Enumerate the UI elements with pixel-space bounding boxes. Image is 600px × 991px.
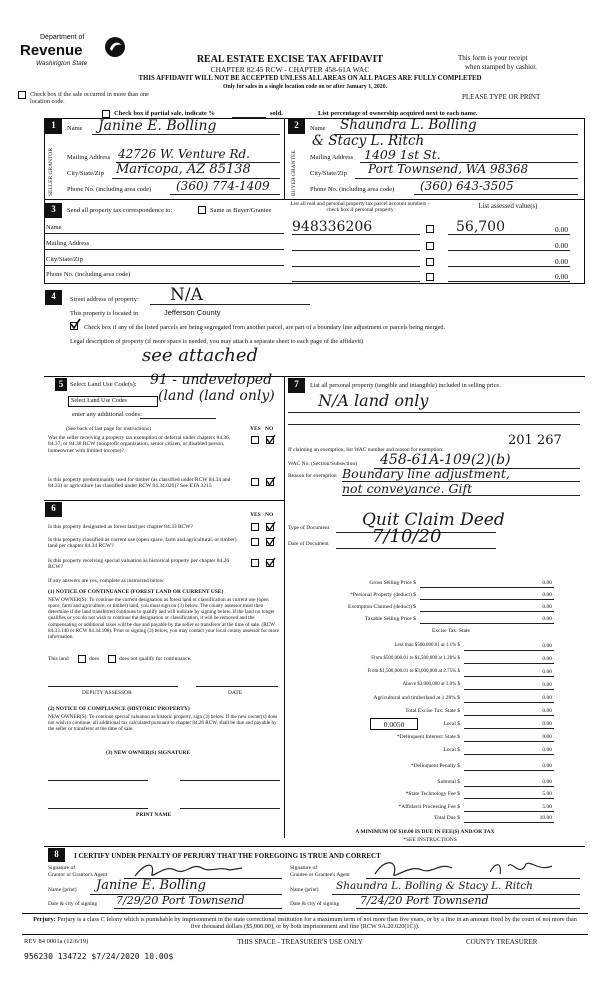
sec5-q2: Is this property predominantly used for timber (as classified under RCW 84.34 and 84.33) or agriculture (as classified under RCW 84.34.020)? See ETA 3215 bbox=[48, 477, 231, 490]
receipt-line2: when stamped by cashier. bbox=[465, 63, 537, 71]
corr-mail-label: Mailing Address bbox=[46, 240, 90, 247]
parcel-3-personal-checkbox[interactable] bbox=[426, 258, 434, 266]
same-as-buyer-checkbox[interactable] bbox=[198, 206, 206, 214]
receipt-line1: This form is your receipt bbox=[458, 54, 528, 62]
logo bbox=[20, 34, 140, 72]
grantee-name-print[interactable]: Shaundra L. Bolling & Stacy L. Ritch bbox=[336, 880, 533, 892]
sec5-q1: Was the seller receiving a property tax exemption or deferral under chapters 84.36, 84.37, or 84.38 RCW (nonprofit organization, senior citizen, or disabled person, homeowner with limited income)? bbox=[48, 435, 231, 454]
agri-value: 0.00 bbox=[542, 695, 552, 701]
wac-label: WAC No. (Section/Subsection) bbox=[288, 461, 357, 467]
print-name-label: PRINT NAME bbox=[136, 812, 172, 818]
section-3-badge: 3 bbox=[45, 203, 62, 218]
grantee-sig-label-2: Grantee or Grantee's Agent bbox=[290, 872, 350, 878]
total-due-label: Total Due $ bbox=[434, 815, 460, 821]
assessed-1-handwritten[interactable]: 56,700 bbox=[456, 219, 505, 235]
parcel-1-field[interactable]: 948336206 bbox=[292, 219, 373, 235]
single-loc-line: Only for sales in a single location code on or after January 1, 2020. bbox=[222, 84, 388, 90]
county-treasurer: COUNTY TREASURER bbox=[466, 938, 538, 946]
assessed-2-value: 0.00 bbox=[554, 241, 568, 250]
does-not-qualify-checkbox[interactable] bbox=[108, 655, 116, 663]
land-use-select-label: Select Land Use Codes bbox=[71, 398, 127, 404]
notice-1-text: NEW OWNER(S): To continue the current designation as forest land or classification as current use (open space, farm and agriculture, or timber) land, you must sign on (3) below. The county assessor must then determine if the land transferred continues to qualify and will indicate by signing below. If the land no longer qualifies or you do not wish to continue the designation or classification, it will be removed and the compensating or additional taxes will be due and payable by the seller or transferor at the time of sale. (RCW 84.33.140 or RCW 84.34.108). Prior to signing (3) below, you may contact your local county assessor for more information. bbox=[48, 597, 280, 640]
corr-name-label: Name bbox=[46, 224, 62, 231]
buyer-city-field[interactable]: Port Townsend, WA 98368 bbox=[368, 162, 529, 176]
buyer-name-field[interactable]: Shaundra L. Bolling bbox=[340, 117, 477, 133]
assessed-1-value: 0.00 bbox=[554, 225, 568, 234]
seller-name-label: Name bbox=[67, 125, 83, 132]
seller-phone-field[interactable]: (360) 774-1409 bbox=[176, 179, 270, 193]
additional-codes-label: enter any additional codes: bbox=[72, 411, 142, 418]
personal-property-field[interactable]: N/A land only bbox=[318, 391, 429, 410]
chapter-line: CHAPTER 82.45 RCW - CHAPTER 458-61A WAC bbox=[210, 65, 370, 74]
sold-label: sold. bbox=[270, 110, 283, 117]
section-5-badge: 5 bbox=[55, 378, 67, 391]
section-7-badge: 7 bbox=[288, 378, 305, 393]
street-address-field[interactable]: N/A bbox=[170, 285, 203, 305]
reason-field-2[interactable]: not conveyance. Gift bbox=[342, 481, 473, 496]
sec6-q3: Is this property receiving special valuation as historical property per chapter 84.26 RCW? bbox=[48, 558, 230, 571]
dept-label: Department of bbox=[40, 34, 85, 41]
minimum-note: A MINIMUM OF $10.00 IS DUE IN FEE(S) AND/OR TAX bbox=[355, 829, 495, 835]
doc-type-label: Type of Document bbox=[288, 525, 330, 531]
parcel-1-personal-checkbox[interactable] bbox=[426, 225, 434, 233]
subtotal-value: 0.00 bbox=[542, 779, 552, 785]
certify-statement: I CERTIFY UNDER PENALTY OF PERJURY THAT THE FOREGOING IS TRUE AND CORRECT bbox=[74, 852, 381, 860]
gross-price-label: Gross Selling Price $ bbox=[369, 580, 416, 586]
exemption-deduct-value: 0.00 bbox=[542, 604, 552, 610]
section-2-badge: 2 bbox=[288, 119, 305, 134]
revenue-wordmark: Revenue bbox=[20, 42, 83, 59]
grantor-name-label: Name (print) bbox=[48, 887, 77, 893]
grantee-date-label: Date & city of signing bbox=[290, 901, 340, 907]
corr-city-label: City/State/Zip bbox=[46, 256, 83, 263]
sec5-q1-yes[interactable] bbox=[251, 436, 259, 444]
buyer-phone-field[interactable]: (360) 643-3505 bbox=[420, 179, 514, 193]
delinq-state-value: 0.00 bbox=[542, 734, 552, 740]
doc-type-field[interactable]: Quit Claim Deed bbox=[362, 510, 505, 530]
partial-sale-checkbox[interactable] bbox=[102, 110, 110, 118]
multi-location-checkbox[interactable] bbox=[18, 91, 26, 99]
reason-label: Reason for exemption bbox=[288, 473, 337, 479]
delinq-local-value: 0.00 bbox=[542, 747, 552, 753]
assessed-header: List assessed value(s) bbox=[478, 203, 538, 210]
proc-fee-label: *Affidavit Processing Fee $ bbox=[398, 804, 460, 810]
buyer-phone-label: Phone No. (including area code) bbox=[310, 186, 395, 193]
delinq-penalty-label: *Delinquent Penalty $ bbox=[410, 763, 460, 769]
assessed-3-value: 0.00 bbox=[554, 257, 568, 266]
personal-deduct-value: 0.00 bbox=[542, 592, 552, 598]
revenue-logo-icon bbox=[104, 36, 126, 58]
if-yes-label: If any answers are yes, complete as instructed below. bbox=[48, 578, 165, 584]
bracket-3-label: From $1,500,000.01 to $3,000,000 at 2.75% $ bbox=[367, 669, 460, 674]
seller-mail-label: Mailing Address bbox=[67, 154, 111, 161]
parcel-2-personal-checkbox[interactable] bbox=[426, 242, 434, 250]
sec5-no-header: NO bbox=[265, 426, 274, 432]
grantor-sig-label-1: Signature of bbox=[48, 865, 76, 871]
sec6-q1: Is this property designated as forest land per chapter 84.33 RCW? bbox=[48, 524, 193, 530]
grantor-sig-label-2: Grantor or Grantor's Agent bbox=[48, 872, 108, 878]
legal-description-field[interactable]: see attached bbox=[142, 345, 259, 366]
grantor-date-city[interactable]: 7/29/20 Port Townsend bbox=[116, 894, 245, 907]
doc-date-label: Date of Document bbox=[288, 541, 329, 547]
subtotal-label: Subtotal $ bbox=[437, 779, 460, 785]
sec5-q2-no-check-icon bbox=[265, 476, 276, 487]
multi-location-label: Check box if the sale occurred in more than one location code. bbox=[30, 91, 149, 106]
section-6-badge: 6 bbox=[45, 502, 62, 517]
doc-date-field[interactable]: 7/10/20 bbox=[372, 526, 442, 547]
seller-city-label: City/State/Zip bbox=[67, 170, 104, 177]
street-address-label: Street address of property: bbox=[70, 296, 139, 303]
section-1-badge: 1 bbox=[45, 119, 62, 134]
seller-name-field[interactable]: Janine E. Bolling bbox=[98, 118, 217, 134]
does-not-label: does not qualify for continuance. bbox=[119, 656, 192, 662]
sec5-yes-header: YES bbox=[250, 426, 261, 432]
seller-phone-label: Phone No. (including area code) bbox=[67, 186, 152, 193]
treasurer-only: THIS SPACE - TREASURER'S USE ONLY bbox=[237, 938, 363, 946]
corr-phone-label: Phone No. (including area code) bbox=[46, 271, 131, 278]
sec6-q1-no-check-icon bbox=[265, 521, 276, 532]
taxable-price-label: Taxable Selling Price $ bbox=[364, 616, 416, 622]
same-as-buyer-label: Same as Buyer/Grantee bbox=[210, 207, 272, 214]
land-use-select[interactable] bbox=[68, 396, 158, 407]
section-8-badge: 8 bbox=[48, 848, 65, 862]
buyer-side-label: BUYER GRANTEE bbox=[291, 150, 297, 196]
local-rate-box: 0.0050 bbox=[370, 718, 418, 730]
reason-field-1[interactable]: Boundary line adjustment, bbox=[342, 466, 510, 481]
grantee-date-city[interactable]: 7/24/20 Port Townsend bbox=[360, 894, 489, 907]
gross-price-value: 0.00 bbox=[542, 580, 552, 586]
personal-deduct-label: *Personal Property (deduct) $ bbox=[350, 592, 416, 598]
exemption-handwritten[interactable]: 201 267 bbox=[508, 433, 562, 448]
state-label: Washington State bbox=[36, 60, 88, 67]
sec6-q2-no-check-icon bbox=[265, 536, 276, 547]
rev-code: REV 84 0001a (12/6/19) bbox=[24, 938, 89, 945]
see-instructions: *SEE INSTRUCTIONS bbox=[403, 837, 457, 843]
grantor-name-print[interactable]: Janine E. Bolling bbox=[96, 878, 206, 893]
perjury-bold: Perjury: bbox=[33, 916, 56, 923]
grantee-name-label: Name (print) bbox=[290, 887, 319, 893]
proc-fee-value: 5.00 bbox=[542, 804, 552, 810]
local-value: 0.00 bbox=[542, 721, 552, 727]
segregated-label: Check box if any of the listed parcels are being segregated from another parcel, are part of a boundary line adjustment or parcels being merged. bbox=[84, 324, 446, 331]
does-label: does bbox=[89, 656, 100, 662]
grantor-date-label: Date & city of signing bbox=[48, 901, 98, 907]
sec6-yes-header: YES bbox=[250, 512, 261, 518]
assessed-4-value: 0.00 bbox=[554, 272, 568, 281]
notice-1-title: (1) NOTICE OF CONTINUANCE (FOREST LAND OR CURRENT USE) bbox=[48, 589, 224, 595]
buyer-name-field-2[interactable]: & Stacy L. Ritch bbox=[312, 133, 425, 149]
notice-2-title: (2) NOTICE OF COMPLIANCE (HISTORIC PROPERTY) bbox=[48, 706, 190, 712]
notice-3-title: (3) NEW OWNER(S) SIGNATURE bbox=[106, 750, 190, 756]
parcel-4-personal-checkbox[interactable] bbox=[426, 273, 434, 281]
delinq-penalty-value: 0.00 bbox=[542, 763, 552, 769]
sec6-q2: Is this property classified as current use (open space, farm and agricultural, or timber) land per chapter 84.34 RCW? bbox=[48, 537, 237, 550]
total-state-label: Total Excise Tax: State $ bbox=[405, 708, 460, 714]
deputy-assessor-label: DEPUTY ASSESSOR bbox=[82, 690, 132, 696]
sec5-q1-no-check-icon bbox=[265, 434, 276, 445]
wac-field[interactable]: 458-61A-109(2)(b) bbox=[380, 452, 511, 468]
sec5-q2-yes[interactable] bbox=[251, 478, 259, 486]
partial-sale-label: Check box if partial sale, indicate % bbox=[114, 110, 215, 117]
assessor-date-label: DATE bbox=[228, 690, 243, 696]
bracket-1-value: 0.00 bbox=[542, 643, 552, 649]
grantee-sig-label-1: Signature of bbox=[290, 865, 318, 871]
bracket-1-label: Less than $500,000.01 at 1.1% $ bbox=[394, 643, 460, 648]
bracket-2-label: From $500,000.01 to $1,500,000 at 1.28% $ bbox=[371, 656, 460, 661]
excise-state-label: Excise Tax: State bbox=[431, 628, 470, 634]
seller-city-field[interactable]: Maricopa, AZ 85138 bbox=[116, 162, 251, 177]
total-due-value: 10.00 bbox=[539, 815, 552, 821]
land-use-value-2[interactable]: (land (land only) bbox=[158, 388, 275, 404]
sec6-q3-yes[interactable] bbox=[251, 559, 259, 567]
seller-mail-field[interactable]: 42726 W. Venture Rd. bbox=[118, 147, 250, 161]
type-print-label: PLEASE TYPE OR PRINT bbox=[462, 93, 541, 101]
form-title: REAL ESTATE EXCISE TAX AFFIDAVIT bbox=[196, 54, 384, 65]
see-back-label: (See back of last page for instructions) bbox=[66, 426, 151, 432]
notice-2-text: NEW OWNER(S): To continue special valuation as historic property, sign (3) below. If the new owner(s) does not wish to continue, all additional tax calculated pursuant to chapter 84.26 RCW, shall be due and payable by the seller or transferor at the time of sale. bbox=[48, 714, 278, 733]
total-state-value: 0.00 bbox=[542, 708, 552, 714]
delinq-local-label: Local $ bbox=[443, 747, 460, 753]
exemption-label: If claiming an exemption, list WAC number and reason for exemption: bbox=[288, 447, 444, 453]
tech-fee-value: 5.00 bbox=[542, 791, 552, 797]
cashier-stamp: 956230 134722 $7/24/2020 10.00$ bbox=[24, 952, 174, 961]
bracket-3-value: 0.00 bbox=[542, 669, 552, 675]
exemption-deduct-label: Exemption Claimed (deduct) $ bbox=[348, 604, 416, 610]
ownership-label: List percentage of ownership acquired next to each name. bbox=[318, 110, 478, 117]
bracket-4-value: 0.00 bbox=[542, 682, 552, 688]
perjury-notice bbox=[30, 916, 580, 930]
notice-line: THIS AFFIDAVIT WILL NOT BE ACCEPTED UNLESS ALL AREAS ON ALL PAGES ARE FULLY COMPLETED bbox=[138, 75, 482, 82]
checkmark-icon bbox=[69, 318, 81, 330]
buyer-city-label: City/State/Zip bbox=[310, 170, 347, 177]
buyer-mail-label: Mailing Address bbox=[310, 154, 354, 161]
buyer-mail-field[interactable]: 1409 1st St. bbox=[364, 147, 441, 162]
buyer-name-label: Name bbox=[310, 125, 326, 132]
parcel-header: List all real and personal property tax parcel account numbers - check box if personal property bbox=[290, 201, 430, 214]
sec6-q1-yes[interactable] bbox=[251, 523, 259, 531]
this-land-label: This land bbox=[48, 656, 69, 662]
section-4-badge: 4 bbox=[45, 290, 62, 305]
send-correspondence-label: Send all property tax correspondence to: bbox=[67, 207, 173, 214]
located-label: This property is located in bbox=[70, 310, 139, 317]
perjury-text: Perjury is a class C felony which is punishable by imprisonment in the state correctional institution for a maximum term of not more than five years, or by a fine in an amount fixed by the court of not more than five thousand dollars ($5,000.00), or by both imprisonment and fine (RCW 9A.20.020(1C)). bbox=[57, 916, 577, 931]
grantee-signature-icon[interactable] bbox=[370, 856, 570, 882]
legal-description-label: Legal description of property (if more space is needed, you may attach a separate sheet to each page of the affidavit) bbox=[70, 338, 364, 345]
sec6-q2-yes[interactable] bbox=[251, 538, 259, 546]
personal-property-label: List all personal property (tangible and intangible) included in selling price. bbox=[310, 382, 501, 389]
tech-fee-label: *State Technology Fee $ bbox=[405, 791, 460, 797]
sec6-q3-no-check-icon bbox=[265, 557, 276, 568]
seller-side-label: SELLER GRANTOR bbox=[48, 147, 54, 196]
bracket-2-value: 0.00 bbox=[542, 656, 552, 662]
land-use-value[interactable]: 91 - undeveloped bbox=[150, 372, 273, 388]
county-value: Jefferson County bbox=[164, 308, 221, 317]
land-use-label: Select Land Use Code(s): bbox=[70, 381, 137, 388]
local-label: Local $ bbox=[443, 721, 460, 727]
does-qualify-checkbox[interactable] bbox=[78, 655, 86, 663]
delinq-state-label: *Delinquent Interest: State $ bbox=[396, 734, 460, 740]
sec6-no-header: NO bbox=[265, 512, 274, 518]
agri-label: Agricultural and timberland at 1.28% $ bbox=[373, 695, 460, 701]
bracket-4-label: Above $3,000,000 at 3.0% $ bbox=[402, 682, 460, 687]
taxable-price-value: 0.00 bbox=[542, 616, 552, 622]
